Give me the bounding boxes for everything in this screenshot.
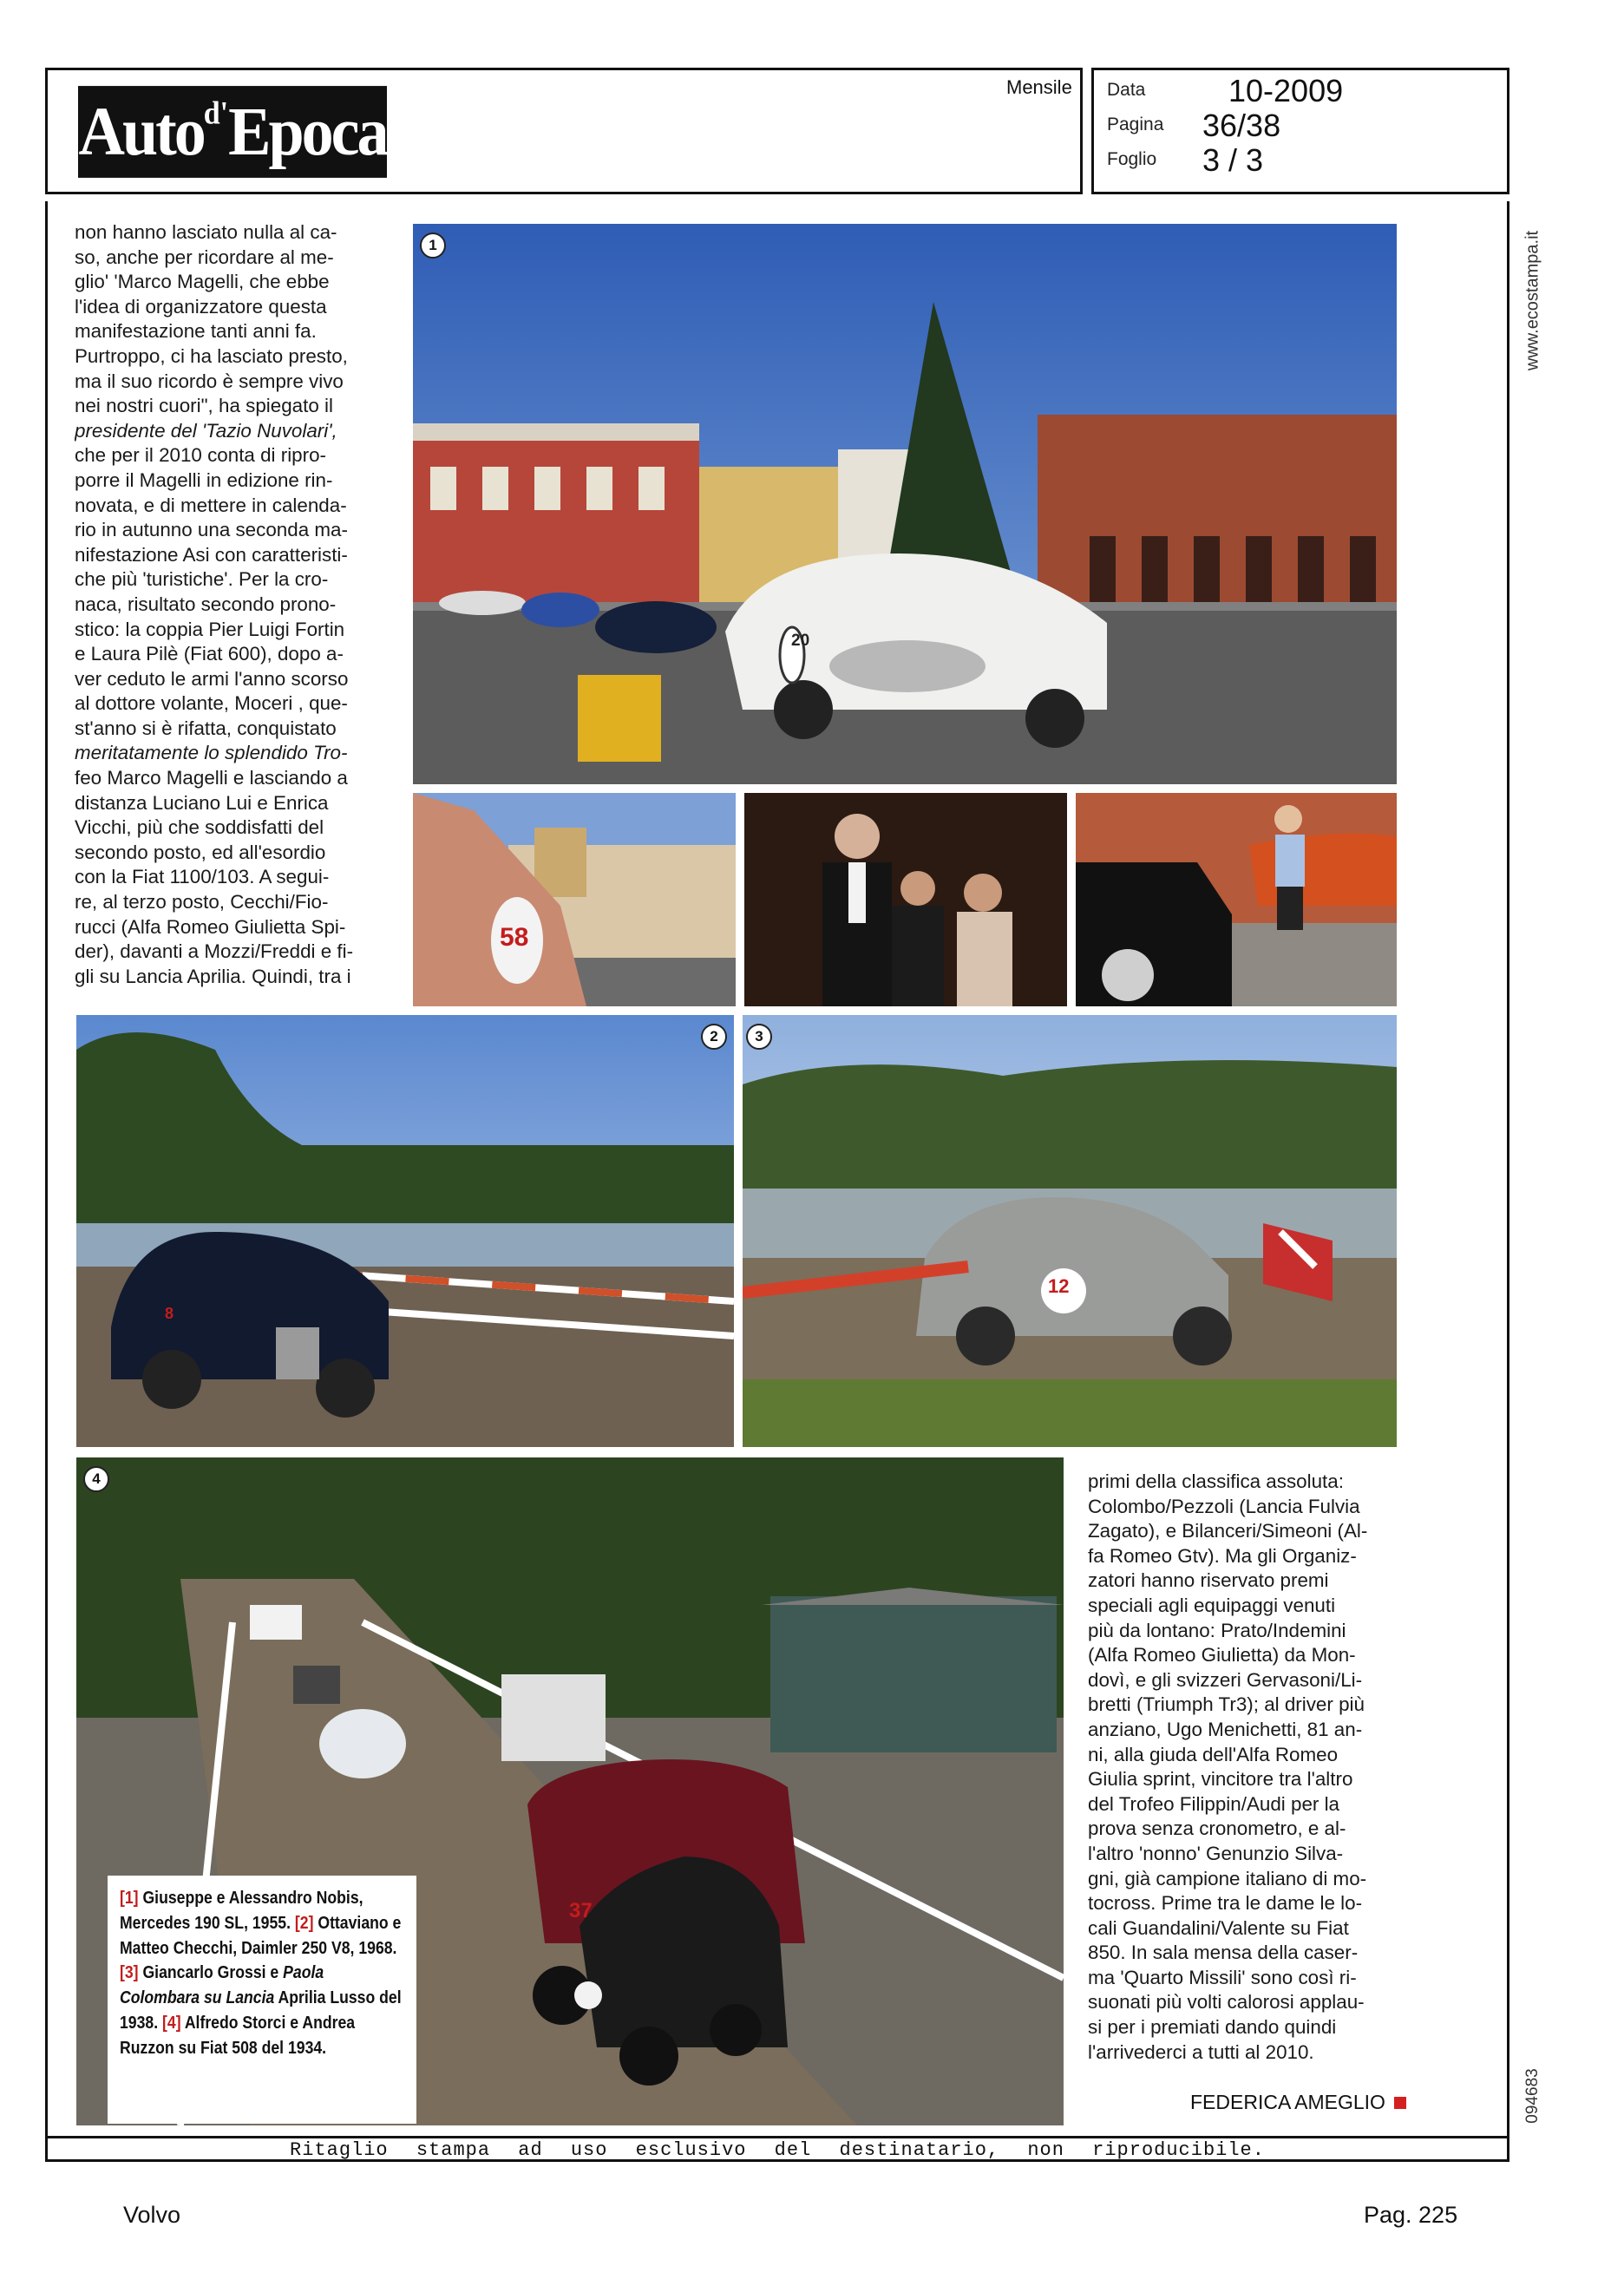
article-line: (Alfa Romeo Giulietta) da Mon- <box>1088 1644 1356 1667</box>
article-line: Purtroppo, ci ha lasciato presto, <box>75 344 348 367</box>
article-line: glio' 'Marco Magelli, che ebbe <box>75 271 330 293</box>
article-line: tocross. Prime tra le dame le lo- <box>1088 1892 1363 1915</box>
article-line: nei nostri cuori", ha spiegato il <box>75 395 333 417</box>
article-line: Vicchi, più che soddisfatti del <box>75 816 324 839</box>
foglio-label: Foglio <box>1107 149 1157 169</box>
article-line: e Laura Pilè (Fiat 600), dopo a- <box>75 643 344 665</box>
footer-page: Pag. 225 <box>1364 2202 1458 2228</box>
article-line: 850. In sala mensa della caser- <box>1088 1942 1359 1964</box>
article-line: stico: la coppia Pier Luigi Fortin <box>75 618 345 640</box>
article-line: bretti (Triumph Tr3); al driver più <box>1088 1693 1365 1716</box>
photo-caption-box <box>108 1876 416 2124</box>
article-line: l'idea di organizzatore questa <box>75 295 327 318</box>
photo-1-mercedes <box>413 224 1397 784</box>
article-line: presidente del 'Tazio Nuvolari', <box>75 419 337 442</box>
article-line: speciali agli equipaggi venuti <box>1088 1594 1336 1616</box>
article-line: ma 'Quarto Missili' sono così ri- <box>1088 1966 1357 1988</box>
pagina-label: Pagina <box>1107 115 1164 134</box>
author-signature: FEDERICA AMEGLIO <box>1190 2091 1406 2114</box>
article-line: al dottore volante, Moceri , que- <box>75 692 348 715</box>
photo-award-people <box>744 793 1067 1006</box>
article-line: porre il Magelli in edizione rin- <box>75 468 333 491</box>
article-line: che più 'turistiche'. Per la cro- <box>75 568 329 591</box>
article-line: der), davanti a Mozzi/Freddi e fi- <box>75 940 354 963</box>
article-line: con la Fiat 1100/103. A segui- <box>75 866 330 888</box>
photo-car-58 <box>413 793 736 1006</box>
article-line: re, al terzo posto, Cecchi/Fio- <box>75 891 329 914</box>
car-number-20: 20 <box>791 632 810 650</box>
article-line: si per i premiati dando quindi <box>1088 2016 1337 2039</box>
article-line: rio in autunno una seconda ma- <box>75 519 348 541</box>
article-line: rucci (Alfa Romeo Giulietta Spi- <box>75 915 346 938</box>
photo-3-lancia <box>743 1015 1397 1447</box>
article-line: feo Marco Magelli e lasciando a <box>75 767 348 789</box>
article-line: novata, e di mettere in calenda- <box>75 494 347 516</box>
article-line: più da lontano: Prato/Indemini <box>1088 1619 1346 1641</box>
article-left-column <box>75 220 385 989</box>
article-line: distanza Luciano Lui e Enrica <box>75 791 329 814</box>
article-line: l'arrivederci a tutti al 2010. <box>1088 2040 1314 2063</box>
article-line: st'anno si è rifatta, conquistato <box>75 717 337 739</box>
photo-child-cars <box>1076 793 1397 1006</box>
car-number-12: 12 <box>1048 1275 1070 1297</box>
footer-client: Volvo <box>123 2202 181 2228</box>
article-line: Giulia sprint, vincitore tra l'altro <box>1088 1768 1353 1791</box>
data-label: Data <box>1107 80 1146 100</box>
data-value: 10-2009 <box>1228 73 1344 108</box>
article-line: ma il suo ricordo è sempre vivo <box>75 370 344 392</box>
car-number-37: 37 <box>569 1899 593 1922</box>
article-line: nifestazione Asi con caratteristi- <box>75 543 348 566</box>
photo-number-1: 1 <box>420 232 446 259</box>
article-line: zatori hanno riservato premi <box>1088 1569 1329 1592</box>
article-line: suonati più volti calorosi applau- <box>1088 1991 1365 2014</box>
article-line: ver ceduto le armi l'anno scorso <box>75 667 349 690</box>
photo-number-3: 3 <box>746 1024 772 1050</box>
clipping-notice: Ritaglio stampa ad uso esclusivo del destinatario, non riproducibile. <box>45 2136 1509 2162</box>
article-line: primi della classifica assoluta: <box>1088 1470 1344 1492</box>
photo-caption: [1] Giuseppe e Alessandro Nobis, Mercedes 190 SL, 1955. [2] Ottaviano e Matteo Checchi, Daimler 250 V8, 1968. [3] Giancarlo Grossi e Paola Colombara su Lancia Aprilia Lusso del 1938. [4] Alfredo Storci e Andrea Ruzzon su Fiat 508 del 1934. <box>120 1888 402 2058</box>
website-vertical: www.ecostampa.it <box>1522 230 1542 371</box>
article-line: anziano, Ugo Menichetti, 81 an- <box>1088 1718 1363 1740</box>
end-mark <box>1394 2097 1406 2109</box>
photo-number-4: 4 <box>83 1466 109 1492</box>
article-line: gli su Lancia Aprilia. Quindi, tra i <box>75 965 351 987</box>
article-line: Colombo/Pezzoli (Lancia Fulvia <box>1088 1495 1360 1517</box>
article-line: meritatamente lo splendido Tro- <box>75 742 348 764</box>
frequency-label: Mensile <box>1006 76 1072 98</box>
article-line: non hanno lasciato nulla al ca- <box>75 221 337 243</box>
article-line: manifestazione tanti anni fa. <box>75 320 317 343</box>
article-line: prova senza cronometro, e al- <box>1088 1817 1346 1840</box>
pagina-value: 36/38 <box>1202 108 1281 143</box>
article-line: che per il 2010 conta di ripro- <box>75 444 326 467</box>
car-number-58: 58 <box>500 923 529 952</box>
article-line: Zagato), e Bilanceri/Simeoni (Al- <box>1088 1520 1368 1542</box>
article-line: secondo posto, ed all'esordio <box>75 841 326 863</box>
article-line: naca, risultato secondo prono- <box>75 593 337 615</box>
photo-2-daimler <box>76 1015 734 1447</box>
magazine-logo: Auto$^{d'}$Epoca <box>78 86 387 178</box>
article-line: gni, già campione italiano di mo- <box>1088 1867 1367 1889</box>
article-line: cali Guandalini/Valente su Fiat <box>1088 1916 1349 1939</box>
article-line: so, anche per ricordare al me- <box>75 246 334 268</box>
article-line: dovì, e gli svizzeri Gervasoni/Li- <box>1088 1668 1363 1691</box>
foglio-value: 3 / 3 <box>1202 142 1264 178</box>
article-line: ni, alla giuda dell'Alfa Romeo <box>1088 1743 1339 1765</box>
car-number-8: 8 <box>165 1305 174 1322</box>
clipping-code: 094683 <box>1523 2068 1542 2124</box>
article-line: l'altro 'nonno' Genunzio Silva- <box>1088 1842 1344 1864</box>
article-line: del Trofeo Filippin/Audi per la <box>1088 1792 1339 1815</box>
article-line: fa Romeo Gtv). Ma gli Organiz- <box>1088 1544 1357 1567</box>
photo-number-2: 2 <box>701 1024 727 1050</box>
article-right-column <box>1088 1470 1400 2065</box>
